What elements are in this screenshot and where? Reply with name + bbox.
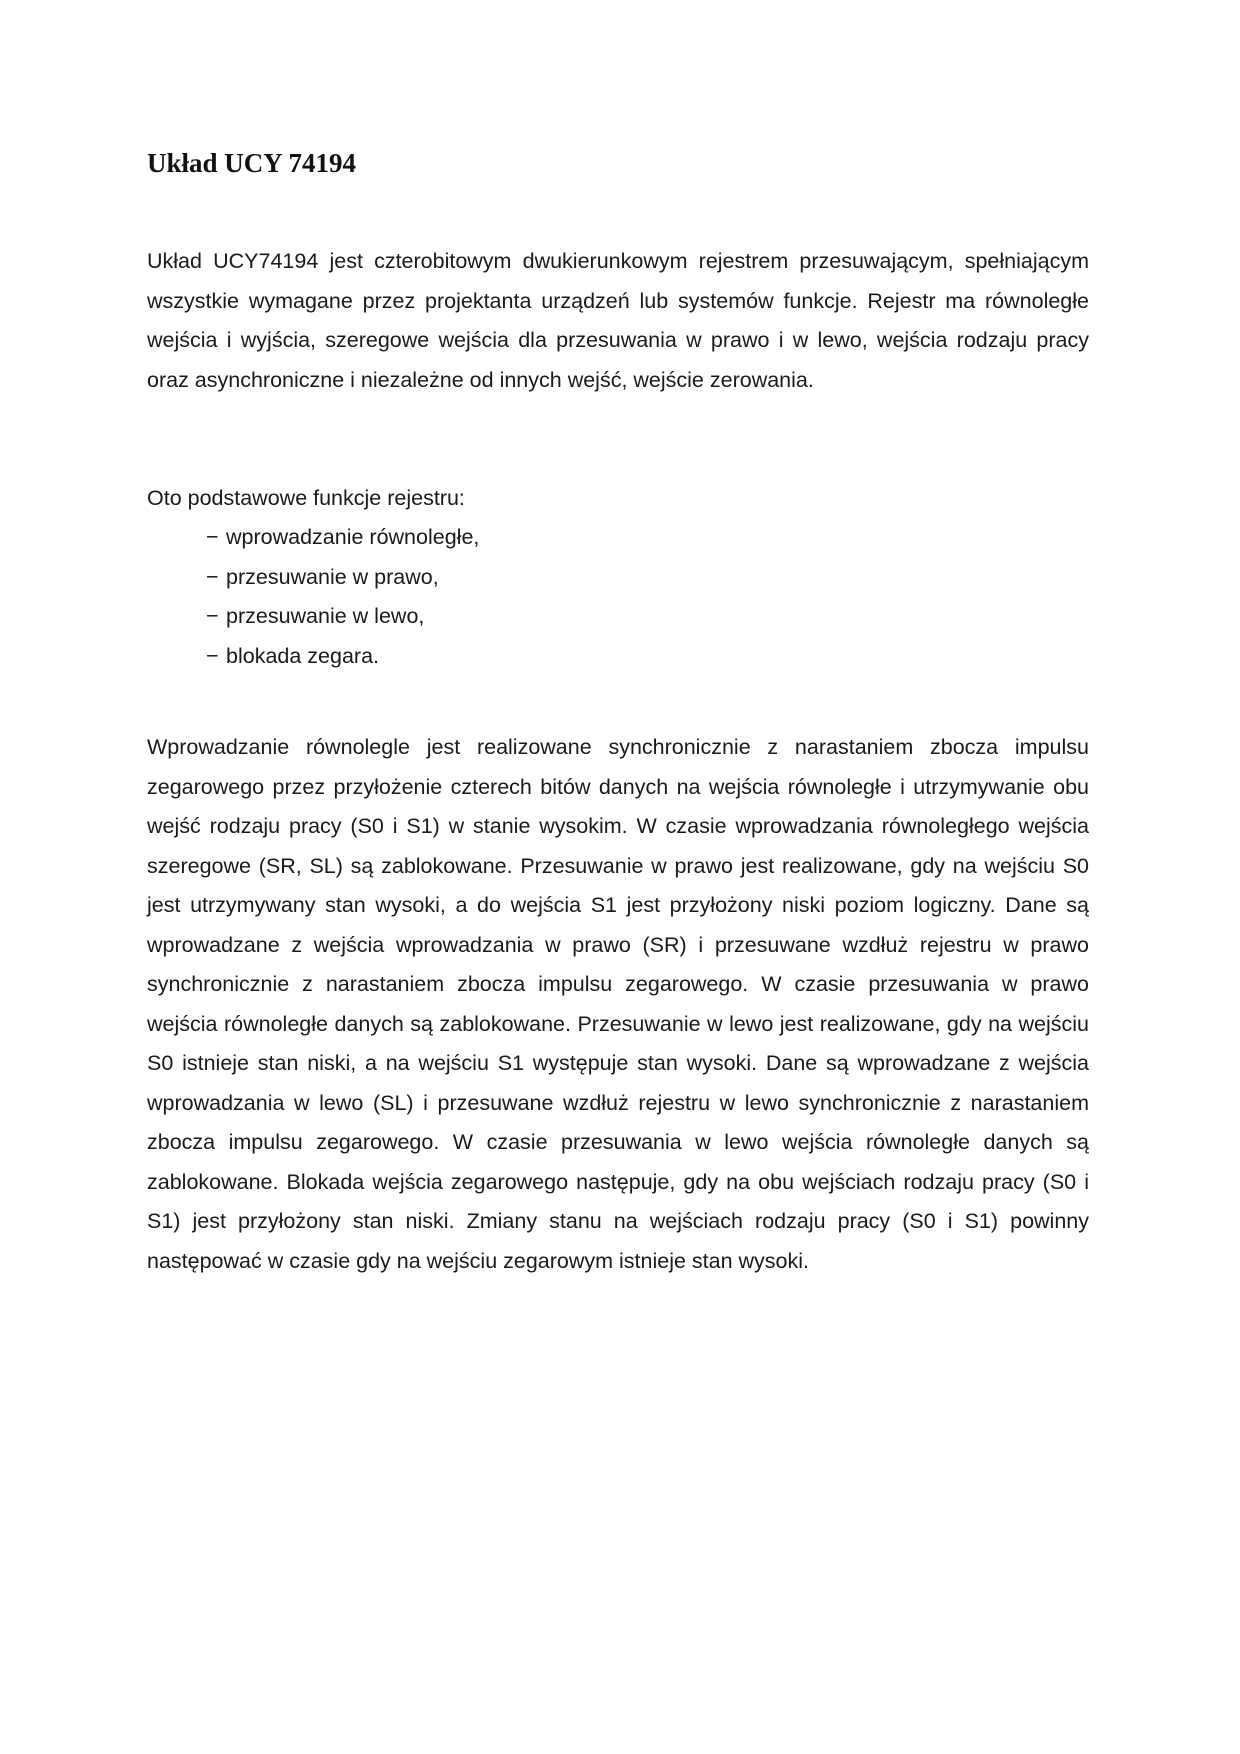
functions-heading: Oto podstawowe funkcje rejestru: xyxy=(147,486,465,510)
list-dash: − xyxy=(206,564,219,589)
list-item-text: wprowadzanie równoległe, xyxy=(226,525,480,549)
main-paragraph: Wprowadzanie równolegle jest realizowane synchronicznie z narastaniem zbocza impulsu zegarowego przez przyłożenie czterech bitów danych na wejścia równoległe i utrzymywanie obu wejść rodzaju pracy (S0 i S1) w stanie wysokim. W czasie wprowadzania równoległego wejścia szeregowe (SR, SL) są zablokowane. Przesuwanie w prawo jest realizowane, gdy na wejściu S0 jest utrzymywany stan wysoki, a do wejścia S1 jest przyłożony niski poziom logiczny. Dane są wprowadzane z wejścia wprowadzania w prawo (SR) i przesuwane wzdłuż rejestru w prawo synchronicznie z narastaniem zbocza impulsu zegarowego. W czasie przesuwania w prawo wejścia równoległe danych są zablokowane. Przesuwanie w lewo jest realizowane, gdy na wejściu S0 istnieje stan niski, a na wejściu S1 występuje stan wysoki. Dane są wprowadzane z wejścia wprowadzania w lewo (SL) i przesuwane wzdłuż rejestru w lewo synchronicznie z narastaniem zbocza impulsu zegarowego. W czasie przesuwania w lewo wejścia równoległe danych są zablokowane. Blokada wejścia zegarowego następuje, gdy na obu wejściach rodzaju pracy (S0 i S1) jest przyłożony stan niski. Zmiany stanu na wejściach rodzaju pracy (S0 i S1) powinny następować w czasie gdy na wejściu zegarowym istnieje stan wysoki. xyxy=(147,735,1089,1273)
list-dash: − xyxy=(206,604,219,628)
intro-paragraph: Układ UCY74194 jest czterobitowym dwukierunkowym rejestrem przesuwającym, spełniającym wszystkie wymagane przez projektanta urządzeń lub systemów funkcje. Rejestr ma równoległe wejścia i wyjścia, szeregowe wejścia dla przesuwania w prawo i w lewo, wejścia rodzaju pracy oraz asynchroniczne i niezależne od innych wejść, wejście zerowania. xyxy=(147,249,1089,392)
list-item xyxy=(206,558,479,598)
list-item xyxy=(206,637,479,677)
document-title: Układ UCY 74194 xyxy=(147,148,357,178)
functions-list xyxy=(206,518,479,676)
list-item xyxy=(206,597,479,637)
list-item-text: blokada zegara. xyxy=(226,643,379,668)
list-dash: − xyxy=(206,643,219,668)
list-dash: − xyxy=(206,525,219,549)
list-item-text: przesuwanie w prawo, xyxy=(226,564,439,589)
list-item-text: przesuwanie w lewo, xyxy=(226,604,425,628)
list-item xyxy=(206,518,479,558)
